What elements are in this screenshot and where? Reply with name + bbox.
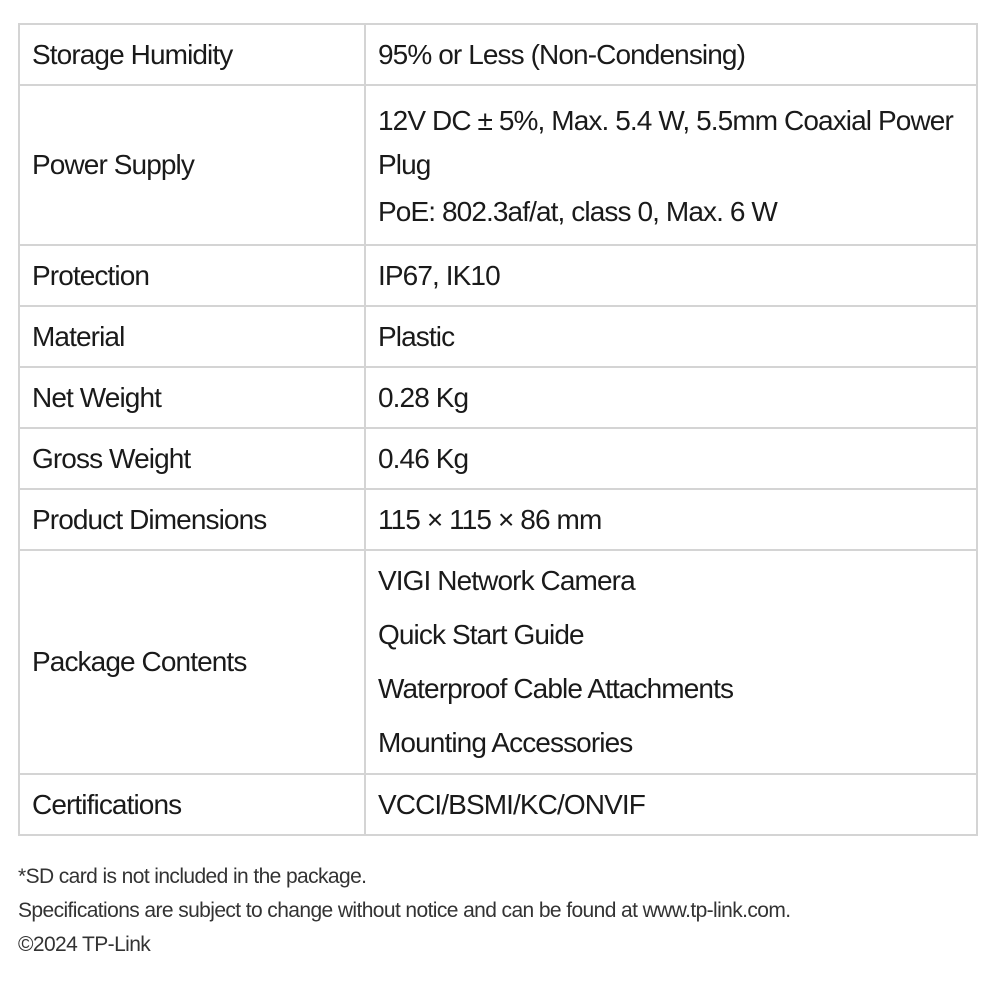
spec-label: Product Dimensions [19, 489, 365, 550]
spec-row-power-supply [19, 85, 977, 245]
spec-row-product-dimensions [19, 489, 977, 550]
spec-value: 0.46 Kg [365, 428, 977, 489]
spec-value: Plastic [365, 306, 977, 367]
spec-label: Gross Weight [19, 428, 365, 489]
spec-value: VCCI/BSMI/KC/ONVIF [365, 774, 977, 835]
spec-row-certifications [19, 774, 977, 835]
spec-label: Certifications [19, 774, 365, 835]
spec-label: Material [19, 306, 365, 367]
spec-value-line: 12V DC ± 5%, Max. 5.4 W, 5.5mm Coaxial Power Plug [378, 105, 953, 180]
spec-value [365, 550, 977, 774]
spec-label: Protection [19, 245, 365, 306]
spec-value: 95% or Less (Non-Condensing) [365, 24, 977, 85]
spec-value-line: Quick Start Guide [378, 619, 584, 650]
spec-row-package-contents [19, 550, 977, 774]
spec-row-material [19, 306, 977, 367]
spec-row-protection [19, 245, 977, 306]
spec-table [18, 23, 978, 836]
spec-label: Net Weight [19, 367, 365, 428]
spec-value-line: PoE: 802.3af/at, class 0, Max. 6 W [378, 196, 777, 227]
spec-value-line: Waterproof Cable Attachments [378, 673, 734, 704]
spec-value: IP67, IK10 [365, 245, 977, 306]
copyright-note: ©2024 TP-Link [18, 933, 151, 956]
spec-label: Storage Humidity [19, 24, 365, 85]
spec-label: Power Supply [19, 85, 365, 245]
spec-row-gross-weight [19, 428, 977, 489]
spec-row-storage-humidity [19, 24, 977, 85]
spec-value-line: Mounting Accessories [378, 727, 633, 758]
spec-row-net-weight [19, 367, 977, 428]
spec-value-line: VIGI Network Camera [378, 565, 635, 596]
sd-card-note: *SD card is not included in the package. [18, 865, 367, 888]
spec-value [365, 85, 977, 245]
spec-label: Package Contents [19, 550, 365, 774]
spec-value: 115 × 115 × 86 mm [365, 489, 977, 550]
spec-value: 0.28 Kg [365, 367, 977, 428]
disclaimer-note: Specifications are subject to change without notice and can be found at www.tp-link.com. [18, 899, 791, 922]
footnotes [18, 860, 978, 962]
